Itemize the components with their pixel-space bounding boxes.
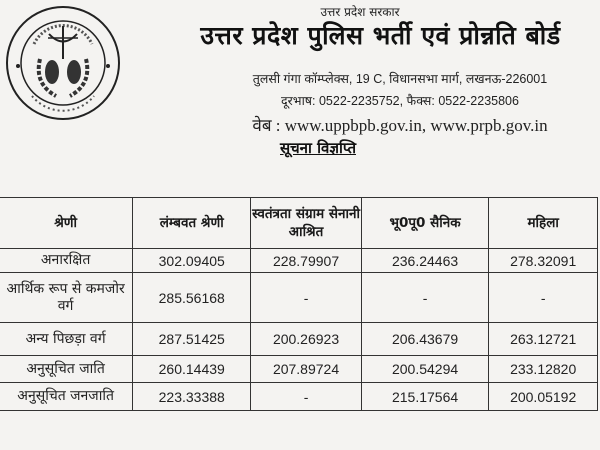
column-header-freedom-fighter: स्वतंत्रता संग्राम सेनानी आश्रित	[251, 198, 362, 249]
address: तुलसी गंगा कॉम्प्लेक्स, 19 C, विधानसभा मार्ग, लखनऊ-226001	[252, 72, 548, 86]
category-cell: आर्थिक रूप से कमजोर वर्ग	[0, 273, 133, 323]
ex-serviceman-cell: 200.54294	[361, 356, 489, 383]
women-cell: 233.12820	[489, 356, 598, 383]
women-cell: 263.12721	[489, 323, 598, 356]
ex-serviceman-cell: 206.43679	[361, 323, 489, 356]
vertical-cell: 302.09405	[133, 249, 251, 273]
vertical-cell: 260.14439	[133, 356, 251, 383]
category-cell: अनुसूचित जनजाति	[0, 383, 133, 411]
ex-serviceman-cell: -	[361, 273, 489, 323]
freedom-fighter-cell: 228.79907	[251, 249, 362, 273]
phone-fax: दूरभाष: 0522-2235752, फैक्स: 0522-2235806	[281, 94, 519, 108]
table-row	[0, 356, 598, 383]
category-cell: अनारक्षित	[0, 249, 133, 273]
column-header-vertical: लंम्बवत श्रेणी	[133, 198, 251, 249]
column-header-women: महिला	[489, 198, 598, 249]
vertical-cell: 287.51425	[133, 323, 251, 356]
women-cell: 200.05192	[489, 383, 598, 411]
freedom-fighter-cell: 207.89724	[251, 356, 362, 383]
freedom-fighter-cell: 200.26923	[251, 323, 362, 356]
freedom-fighter-cell: -	[251, 383, 362, 411]
table-row	[0, 383, 598, 411]
cutoff-score-table	[0, 197, 598, 411]
board-title: उत्तर प्रदेश पुलिस भर्ती एवं प्रोन्नति बोर्ड	[200, 21, 561, 50]
vertical-cell: 285.56168	[133, 273, 251, 323]
column-header-category: श्रेणी	[0, 198, 133, 249]
vertical-cell: 223.33388	[133, 383, 251, 411]
table-header-row	[0, 198, 598, 249]
women-cell: 278.32091	[489, 249, 598, 273]
ex-serviceman-cell: 215.17564	[361, 383, 489, 411]
category-cell: अन्य पिछड़ा वर्ग	[0, 323, 133, 356]
column-header-ex-serviceman: भू0पू0 सैनिक	[361, 198, 489, 249]
notice-title: सूचना विज्ञप्ति	[280, 139, 356, 157]
uppbpb-emblem-icon	[4, 4, 122, 122]
category-cell: अनुसूचित जाति	[0, 356, 133, 383]
website-links: वेब : www.uppbpb.gov.in, www.prpb.gov.in	[252, 116, 548, 135]
table-row	[0, 323, 598, 356]
freedom-fighter-cell: -	[251, 273, 362, 323]
government-label: उत्तर प्रदेश सरकार	[320, 5, 400, 19]
ex-serviceman-cell: 236.24463	[361, 249, 489, 273]
table-row	[0, 249, 598, 273]
women-cell: -	[489, 273, 598, 323]
table-row	[0, 273, 598, 323]
